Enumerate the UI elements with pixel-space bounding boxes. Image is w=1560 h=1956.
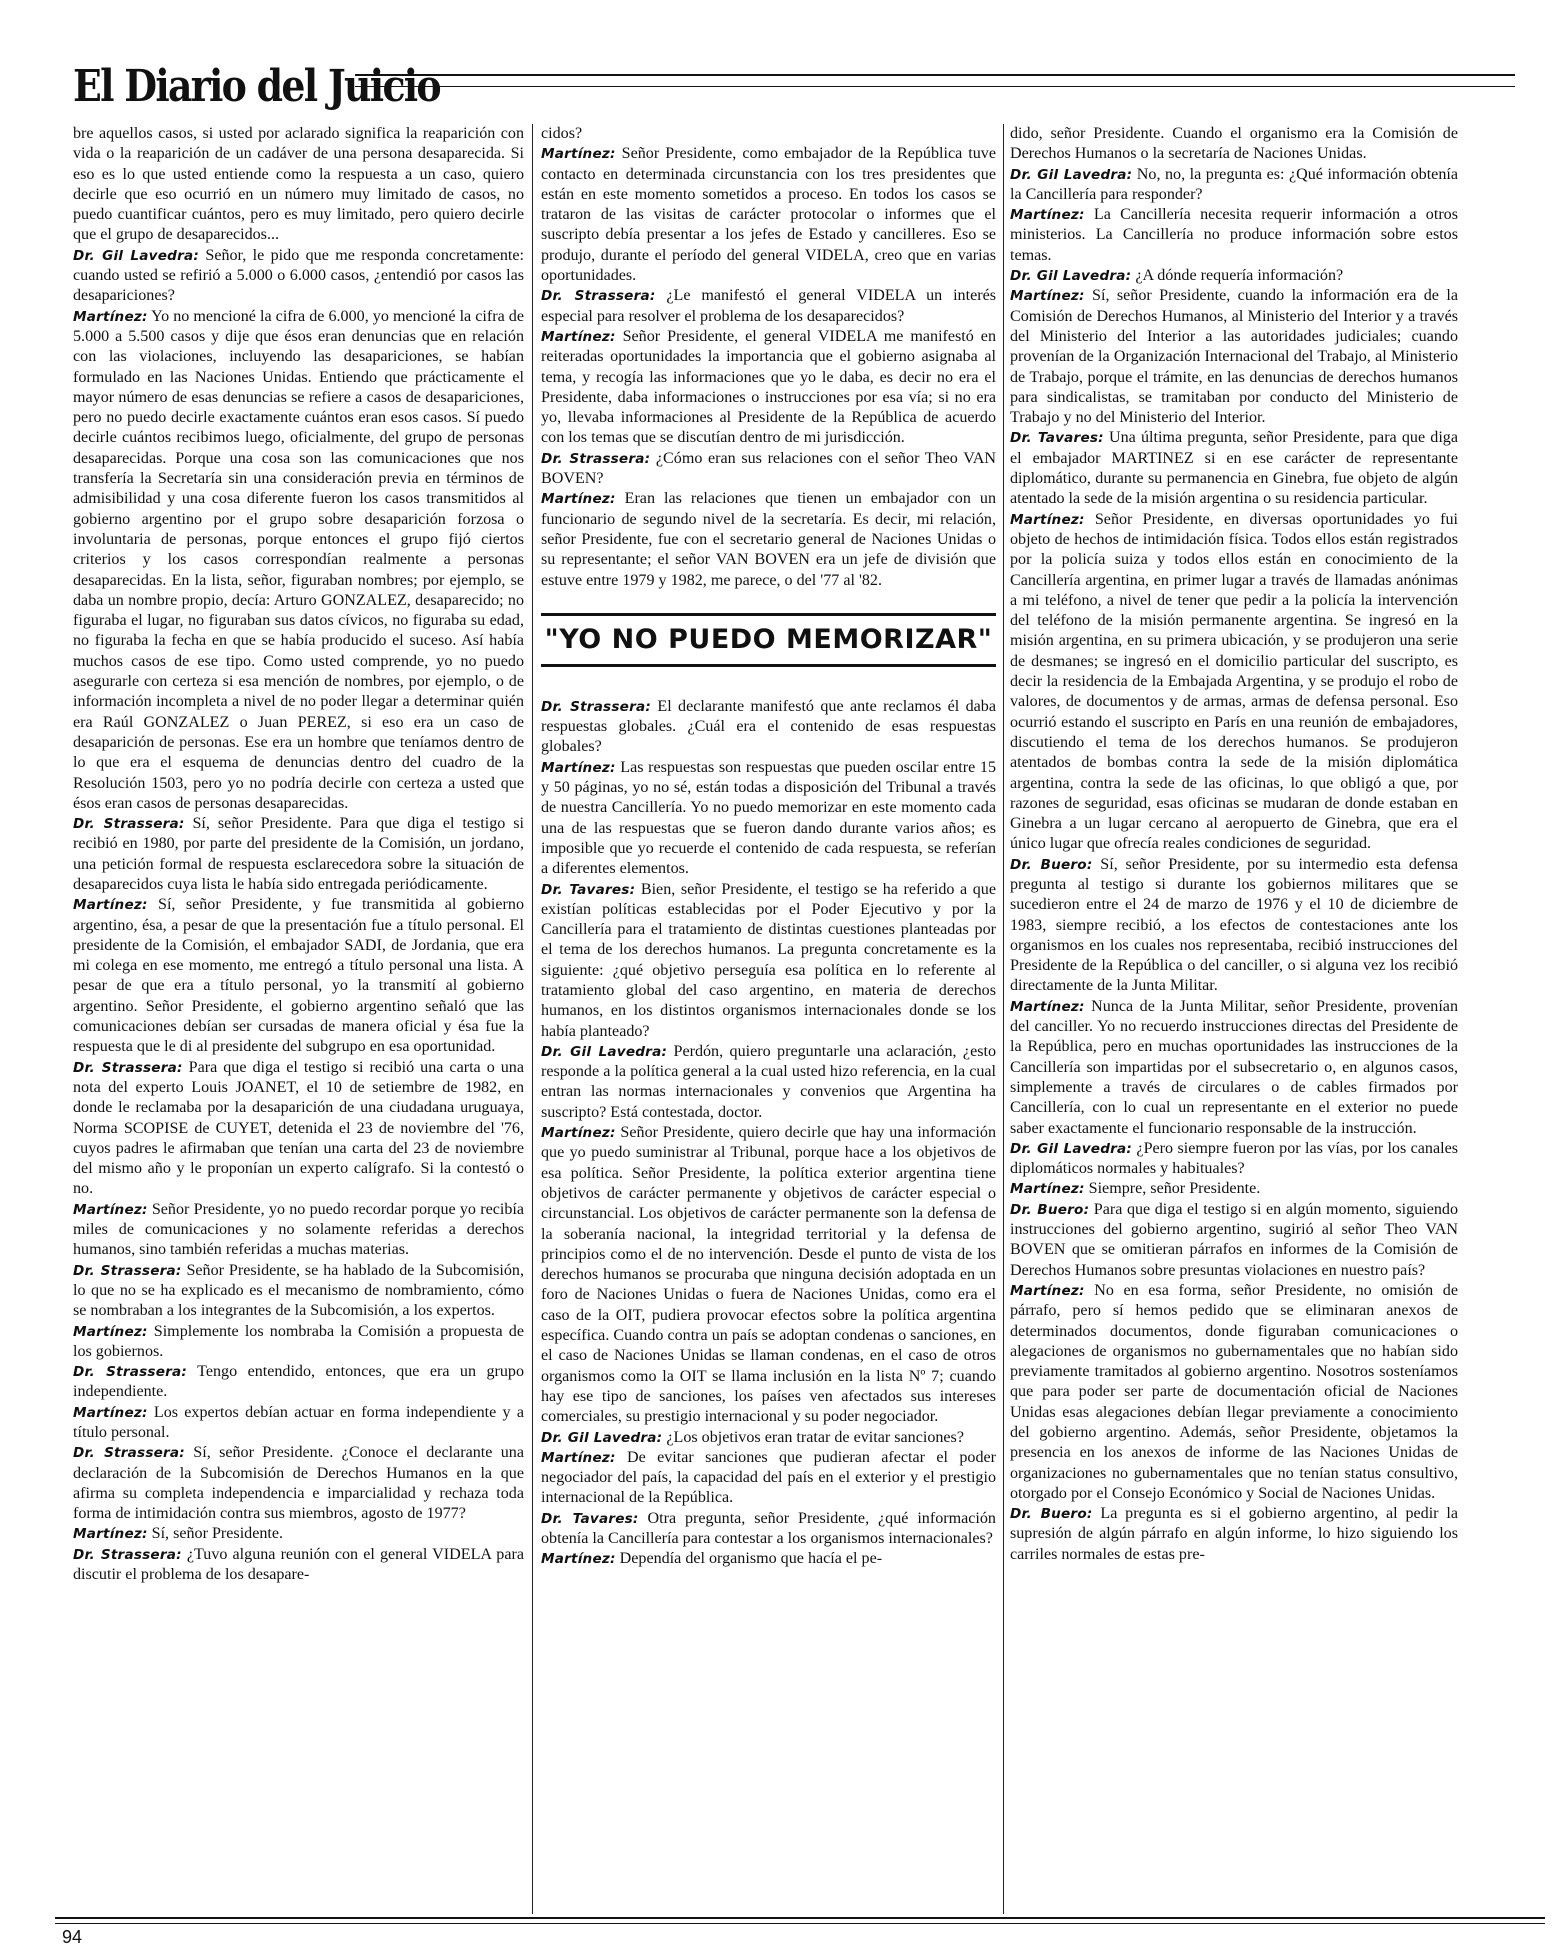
paragraph: [1010, 124, 1458, 165]
speaker-label: Martínez:: [1010, 998, 1085, 1015]
paragraph: [541, 144, 996, 286]
paragraph: [541, 124, 996, 144]
column-divider: [532, 124, 533, 1914]
section-heading: "YO NO PUEDO MEMORIZAR": [544, 623, 993, 655]
paragraph-text: Dependía del organismo que hacía el pe-: [615, 1550, 883, 1568]
paragraph: [1010, 205, 1458, 266]
speaker-label: Martínez:: [73, 897, 148, 914]
paragraph-text: dido, señor Presidente. Cuando el organismo era la Comisión de Derechos Humanos o la secretaría de Naciones Unidas.: [1010, 125, 1458, 163]
paragraph-text: Los expertos debían actuar en forma independiente y a título personal.: [73, 1403, 524, 1441]
paragraph: [73, 307, 524, 814]
speaker-label: Dr. Strassera:: [73, 1059, 183, 1076]
speaker-label: Dr. Strassera:: [73, 1546, 182, 1563]
paragraph: [1010, 997, 1458, 1139]
paragraph: [1010, 1179, 1458, 1199]
section-heading-box: [541, 613, 996, 667]
speaker-label: Dr. Strassera:: [73, 816, 185, 833]
paragraph-text: Sí, señor Presidente. Para que diga el testigo si recibió en 1980, por parte del presidente de la Comisión, un jordano, una petición formal de respuesta esclarecedora sobre la situación de desaparecidos cuya lista le había sido entregada periódicamente.: [73, 815, 524, 893]
speaker-label: Martínez:: [541, 146, 616, 163]
paragraph: [73, 895, 524, 1057]
paragraph-text: Nunca de la Junta Militar, señor Presidente, provenían del canciller. Yo no recuerdo instrucciones directas del Presidente de la República, pero en muchas oportunidades las instrucciones de la Cancillería son impartidas por el subsecretario o, en algunos casos, simplemente a través de circulares o de cables firmados por Cancillería, con lo cual un representante en el exterior no puede saber exactamente el funcionario responsable de la instrucción.: [1010, 997, 1458, 1137]
paragraph: [73, 246, 524, 307]
speaker-label: Martínez:: [541, 491, 616, 508]
paragraph-text: De evitar sanciones que pudieran afectar el poder negociador del país, la capacidad del país en el exterior y el prestigio internacional de la República.: [541, 1448, 996, 1507]
paragraph-text: Sí, señor Presidente, y fue transmitida al gobierno argentino, ésa, a pesar de que la presentación fue a título personal. El presidente de la Comisión, el embajador SADI, de Jordania, que era mi colega en ese momento, me entregó a título personal una lista. A pesar de que era a título personal, yo la transmití al gobierno argentino. Señor Presidente, el gobierno argentino señaló que las comunicaciones debían ser cursadas de manera oficial y ésa fue la respuesta que le di al presidente del subgrupo en esa oportunidad.: [73, 896, 524, 1056]
paragraph: [1010, 1139, 1458, 1180]
paragraph: [541, 1448, 996, 1509]
speaker-label: Martínez:: [73, 308, 148, 325]
text-column-3: [1010, 124, 1458, 1914]
paragraph-text: Sí, señor Presidente, por su intermedio esta defensa pregunta al testigo si durante los gobiernos militares que se sucedieron entre el 24 de marzo de 1976 y el 10 de diciembre de 1983, siempre recibió, a los efectos de contestaciones ante los organismos en los cuales nos representaba, recibió instrucciones del Presidente de la República o del canciller, o si alguna vez los recibió directamente de la Junta Militar.: [1010, 855, 1458, 995]
paragraph-text: Señor Presidente, yo no puedo recordar porque yo recibía miles de comunicaciones y no solamente referidas a derechos humanos, sino también referidas a muchas materias.: [73, 1200, 524, 1259]
speaker-label: Martínez:: [541, 1449, 616, 1466]
speaker-label: Martínez:: [73, 1201, 148, 1218]
paragraph-text: Bien, señor Presidente, el testigo se ha referido a que existían políticas establecidas por el Poder Ejecutivo y por la Cancillería para el tratamiento de distintas cuestiones planteadas por el tema de los derechos humanos. La pregunta concretamente es la siguiente: ¿qué objetivo perseguía esa política en lo referente al tratamiento global del caso argentino, en materia de derechos humanos, en los distintos organismos internacionales donde se los había planteado?: [541, 880, 996, 1040]
speaker-label: Martínez:: [1010, 511, 1085, 528]
masthead-title: El Diario del Juicio: [73, 61, 440, 112]
paragraph-text: La Cancillería necesita requerir información a otros ministerios. La Cancillería no produce información sobre estos temas.: [1010, 206, 1458, 264]
speaker-label: Dr. Gil Lavedra:: [541, 1429, 663, 1446]
paragraph: [1010, 855, 1458, 997]
paragraph: [541, 1549, 996, 1569]
paragraph: [1010, 286, 1458, 428]
column-1-paragraphs: [73, 124, 524, 1585]
paragraph-text: No en esa forma, señor Presidente, no omisión de párrafo, pero sí hemos pedido que se eliminaran anexos de determinados documentos, donde figuraban comunicaciones o alegaciones de organismos no gubernamentales que no habían sido previamente tramitados al gobierno argentino. Nosotros sosteníamos que para poder ser parte de documentación oficial de Naciones Unidas esas alegaciones debían llegar previamente a conocimiento del gobierno argentino. Además, señor Presidente, objetamos la presencia en los anexos de informe de las Naciones Unidas de organizaciones no gubernamentales que no tenían status consultivo, otorgado por el Consejo Económico y Social de Naciones Unidas.: [1010, 1281, 1458, 1502]
paragraph: [1010, 266, 1458, 286]
paragraph: [541, 758, 996, 880]
masthead: [73, 60, 1515, 114]
speaker-label: Martínez:: [541, 1551, 616, 1568]
paragraph: [541, 1428, 996, 1448]
speaker-label: Dr. Buero:: [1010, 856, 1093, 873]
speaker-label: Martínez:: [73, 1526, 148, 1543]
masthead-rule-thin: [355, 86, 1515, 87]
speaker-label: Dr. Gil Lavedra:: [1010, 268, 1132, 285]
paragraph: [73, 1322, 524, 1363]
paragraph: [73, 124, 524, 246]
paragraph: [1010, 1281, 1458, 1504]
speaker-label: Dr. Strassera:: [541, 450, 651, 467]
column-3-paragraphs: [1010, 124, 1458, 1565]
paragraph: [73, 1058, 524, 1200]
paragraph-text: ¿Le manifestó el general VIDELA un interés especial para resolver el problema de los desaparecidos?: [541, 287, 996, 325]
paragraph: [541, 1042, 996, 1123]
paragraph-text: Señor Presidente, en diversas oportunidades yo fui objeto de hechos de intimidación física. Todos ellos están registrados por la policía suiza y todos ellos están en conocimiento de la Cancillería argentina, en primer lugar a través de llamadas anónimas a mi teléfono, a nivel de tener que pedir a la policía la intervención del teléfono de la misión permanente argentina. Se ingresó en la misión argentina, en su primera ubicación, y se produjeron una serie de desmanes; se ingresó en el domicilio particular del suscripto, es decir la residencia de la Embajada Argentina, y se produjo el robo de valores, de documentos y de armas, armas de defensa personal. Eso ocurrió estando el suscripto en París en una reunión de embajadores, discutiendo el tema de los derechos humanos. Se produjeron atentados de bombas contra la sede de la misión diplomática argentina, contra la sede de las oficinas, lo que obligó a que, por razones de seguridad, esas oficinas se mudaran de donde estaban en Ginebra a un lugar cercano al aeropuerto de Ginebra, que era el único lugar que ofrecía reales condiciones de seguridad.: [1010, 510, 1458, 853]
paragraph-text: Sí, señor Presidente.: [147, 1525, 284, 1543]
paragraph-text: Otra pregunta, señor Presidente, ¿qué información obtenía la Cancillería para contestar a los organismos internacionales?: [541, 1509, 996, 1547]
speaker-label: Martínez:: [541, 1125, 616, 1142]
paragraph: [541, 1123, 996, 1427]
speaker-label: Dr. Buero:: [1010, 1201, 1090, 1218]
page-number: 94: [62, 1927, 83, 1947]
paragraph-text: Tengo entendido, entonces, que era un grupo independiente.: [73, 1363, 524, 1401]
footer-rule: [55, 1917, 1545, 1919]
paragraph: [541, 449, 996, 490]
paragraph-text: Señor Presidente, quiero decirle que hay una información que yo puedo suministrar al Tribunal, porque hace a los objetivos de esa política. Señor Presidente, la política exterior argentina tiene objetivos de carácter permanente y objetivos de carácter especial o circunstancial. Los objetivos de carácter permanente son la defensa de la soberanía nacional, la integridad territorial y la defensa de principios como el de no intervención. Desde el punto de vista de los derechos humanos se procuraba que ninguna decisión adoptada en un foro de Naciones Unidas o fuera de Naciones Unidas, como era el caso de la OIT, pudiera provocar efectos sobre la política argentina específica. Cuando contra un país se adoptan condenas o sanciones, en el caso de Naciones Unidas se llaman condenas, en el caso de otros organismos como la OIT se llama inclusión en la lista Nº 7; cuando hay ese tipo de sanciones, los países ven afectados sus intereses comerciales, su prestigio internacional y su poder negociador.: [541, 1124, 996, 1426]
speaker-label: Dr. Strassera:: [541, 698, 651, 715]
paragraph-text: bre aquellos casos, si usted por aclarado significa la reaparición con vida o la reaparición de un cadáver de una persona desaparecida. Si eso es lo que usted entiende como la respuesta a un caso, quiero decirle que eso ocurrió en un número muy limitado de casos, no puedo cuantificar cuántos, pero es muy limitado, pero quiero decirle que el grupo de desaparecidos...: [73, 125, 524, 244]
paragraph-text: Yo no mencioné la cifra de 6.000, yo mencioné la cifra de 5.000 a 5.500 casos y dije que ésos eran denuncias que en relación con las violaciones, incluyendo las desapariciones, se habían formulado en las Naciones Unidas. Entiendo que prácticamente el mayor número de esas denuncias se refiere a casos de desapariciones, pero no puedo decirle exactamente cuántos eran esos casos. Sí puedo decirle cuántos recibimos luego, oficialmente, del grupo de personas desaparecidas. Porque una cosa son las comunicaciones que nos transfería la Secretaría sin una consideración previa en términos de admisibilidad y una cosa diferente fueron los casos transmitidos al gobierno argentino por el grupo sobre desaparición forzosa o involuntaria de personas, porque entonces el grupo fijó ciertos criterios y los casos correspondían realmente a personas desaparecidas. En la lista, señor, figuraban nombres; por ejemplo, se daba un nombre propio, decía: Arturo GONZALEZ, desaparecido; no figuraba el lugar, no figuraban sus datos cívicos, no figuraba su edad, no figuraba la fecha en que se había producido el suceso. Así había muchos casos de ese tipo. Como usted comprende, yo no puedo asegurarle con certeza si esa mención de nombres, por ejemplo, o de información incompleta a nivel de no poder llegar a determinar quién era Raúl GONZALEZ o Juan PEREZ, si eso era un caso de desaparición de personas. Ese era un hombre que teníamos dentro de lo que era el esquema de denuncias dentro del cuadro de la Resolución 1503, pero yo no podría decirle con certeza a usted que ésos eran casos de personas desaparecidas.: [73, 307, 524, 812]
paragraph: [73, 1545, 524, 1586]
paragraph-text: La pregunta es si el gobierno argentino, al pedir la supresión de algún párrafo en algún informe, lo hizo siguiendo los carriles normales de estas pre-: [1010, 1505, 1458, 1563]
paragraph: [73, 1362, 524, 1403]
paragraph-text: Siempre, señor Presidente.: [1084, 1180, 1261, 1198]
paragraph-text: Señor Presidente, el general VIDELA me manifestó en reiteradas oportunidades la importancia que el gobierno asignaba al tema, y recogía las informaciones que yo le daba, es decir no era el Presidente, daba informaciones o instrucciones por esa vía; si no era yo, llevaba informaciones al Presidente de la República de acuerdo con los temas que se discutían dentro de mi jurisdicción.: [541, 327, 996, 447]
speaker-label: Dr. Buero:: [1010, 1506, 1093, 1523]
paragraph-text: Señor Presidente, como embajador de la República tuve contacto en determinada circunstancia con los tres presidentes que están en este momento sometidos a proceso. En todos los casos se trataron de las visitas de carácter protocolar o informes que el suscripto debía presentar a los jefes de Estado y cancilleres. Eso se produjo, durante el período del general VIDELA, creo que en varias oportunidades.: [541, 145, 996, 285]
paragraph: [1010, 165, 1458, 206]
paragraph-text: cidos?: [541, 125, 583, 142]
speaker-label: Dr. Tavares:: [1010, 430, 1104, 447]
paragraph-text: Una última pregunta, señor Presidente, para que diga el embajador MARTINEZ si en ese carácter de representante diplomático, durante su permanencia en Ginebra, fue objeto de algún atentado la sede de la misión argentina o su residencia particular.: [1010, 429, 1458, 508]
paragraph: [73, 1261, 524, 1322]
column-divider: [1003, 124, 1004, 1914]
paragraph: [541, 327, 996, 449]
paragraph: [1010, 1200, 1458, 1281]
paragraph-text: Señor Presidente, se ha hablado de la Subcomisión, lo que no se ha explicado es el mecanismo de nombramiento, cómo se nombraban a los integrantes de la Subcomisión, a los expertos.: [73, 1261, 524, 1320]
paragraph-text: ¿Cómo eran sus relaciones con el señor Theo VAN BOVEN?: [541, 449, 996, 488]
speaker-label: Martínez:: [1010, 1282, 1085, 1299]
paragraph: [1010, 1504, 1458, 1565]
speaker-label: Dr. Strassera:: [73, 1262, 182, 1279]
speaker-label: Martínez:: [541, 328, 616, 345]
paragraph: [73, 1403, 524, 1444]
paragraph-text: ¿Los objetivos eran tratar de evitar sanciones?: [662, 1428, 964, 1446]
speaker-label: Dr. Gil Lavedra:: [73, 247, 199, 264]
paragraph-text: Las respuestas son respuestas que pueden oscilar entre 15 y 50 páginas, yo no sé, están todas a disposición del Tribunal a través de nuestra Cancillería. Yo no puedo memorizar en este momento cada una de las respuestas que se fueron dando durante varios años; es imposible que yo recuerde el contenido de cada respuesta, se referían a diferentes elementos.: [541, 758, 996, 878]
paragraph-text: Para que diga el testigo si recibió una carta o una nota del experto Louis JOANET, el 10 de setiembre de 1982, en donde le reclamaba por la desaparición de una ciudadana uruguaya, Norma SCOPISE de CUYET, detenida el 23 de noviembre del '76, cuyos padres le afirmaban que tenían una carta del 23 de noviembre del mismo año y le proponían un experto calígrafo. Si la contestó o no.: [73, 1058, 524, 1198]
speaker-label: Dr. Gil Lavedra:: [1010, 1140, 1133, 1157]
speaker-label: Martínez:: [73, 1323, 148, 1340]
paragraph-text: ¿Pero siempre fueron por las vías, por los canales diplomáticos normales y habituales?: [1010, 1139, 1458, 1178]
paragraph-text: Sí, señor Presidente, cuando la información era de la Comisión de Derechos Humanos, al Ministerio del Interior y a través del Ministerio del Interior a las autoridades judiciales; cuando provenían de la Organización Internacional del Trabajo, al Ministerio de Trabajo, porque el trámite, en las denuncias de derechos humanos para sindicalistas, se tramitaban por conducto del Ministerio de Trabajo y no del Ministerio del Interior.: [1010, 287, 1458, 427]
paragraph: [541, 880, 996, 1042]
paragraph: [1010, 510, 1458, 855]
paragraph-text: Para que diga el testigo si en algún momento, siguiendo instrucciones del gobierno argentino, sugirió al señor Theo VAN BOVEN que se omitieran párrafos en informes de la Comisión de Derechos Humanos sobre presuntas violaciones en nuestro país?: [1010, 1200, 1458, 1279]
speaker-label: Martínez:: [541, 759, 616, 776]
paragraph-text: Perdón, quiero preguntarle una aclaración, ¿esto responde a la política general a la cual usted hizo referencia, en la cual entran las normas internacionales y convenios que Argentina ha suscripto? Está contestada, doctor.: [541, 1042, 996, 1121]
paragraph: [541, 697, 996, 758]
paragraph-text: Eran las relaciones que tienen un embajador con un funcionario de segundo nivel de la secretaría. Es decir, mi relación, señor Presidente, fue con el secretario general de Naciones Unidas o su representante; el señor VAN BOVEN era un jefe de división que estuve entre 1979 y 1982, me parece, o del '77 al '82.: [541, 490, 996, 589]
paragraph: [1010, 428, 1458, 509]
column-2-paragraphs-bottom: [541, 697, 996, 1570]
speaker-label: Martínez:: [1010, 288, 1085, 305]
text-column-2: [541, 124, 996, 1914]
paragraph-text: El declarante manifestó que ante reclamos él daba respuestas globales. ¿Cuál era el contenido de esas respuestas globales?: [541, 697, 996, 756]
speaker-label: Dr. Gil Lavedra:: [541, 1043, 668, 1060]
column-2-paragraphs-top: [541, 124, 996, 591]
paragraph: [541, 489, 996, 590]
masthead-rule: [355, 74, 1515, 76]
paragraph-text: No, no, la pregunta es: ¿Qué información obtenía la Cancillería para responder?: [1010, 165, 1458, 203]
paragraph-text: ¿A dónde requería información?: [1131, 267, 1344, 285]
paragraph: [73, 1200, 524, 1261]
footer-rule-thin: [55, 1923, 1545, 1924]
paragraph-text: ¿Tuvo alguna reunión con el general VIDELA para discutir el problema de los desapare-: [73, 1545, 524, 1584]
speaker-label: Martínez:: [1010, 1181, 1085, 1198]
paragraph-text: Simplemente los nombraba la Comisión a propuesta de los gobiernos.: [73, 1322, 524, 1360]
paragraph: [73, 814, 524, 895]
paragraph: [73, 1524, 524, 1544]
paragraph: [541, 1509, 996, 1550]
paragraph-text: Sí, señor Presidente. ¿Conoce el declarante una declaración de la Subcomisión de Derechos Humanos en la que afirma su completa independencia e imparcialidad y rechaza toda forma de intimidación contra sus miembros, agosto de 1977?: [73, 1444, 524, 1523]
speaker-label: Dr. Gil Lavedra:: [1010, 166, 1133, 183]
paragraph: [541, 286, 996, 327]
speaker-label: Dr. Tavares:: [541, 1510, 639, 1527]
text-column-1: [73, 124, 524, 1914]
paragraph: [73, 1443, 524, 1524]
speaker-label: Dr. Strassera:: [73, 1364, 188, 1381]
paragraph-text: Señor, le pido que me responda concretamente: cuando usted se refirió a 5.000 o 6.000 casos, ¿entendió por casos las desapariciones?: [73, 246, 524, 305]
speaker-label: Martínez:: [73, 1404, 148, 1421]
speaker-label: Dr. Strassera:: [541, 288, 656, 305]
speaker-label: Dr. Tavares:: [541, 881, 636, 898]
speaker-label: Martínez:: [1010, 207, 1085, 224]
speaker-label: Dr. Strassera:: [73, 1445, 185, 1462]
